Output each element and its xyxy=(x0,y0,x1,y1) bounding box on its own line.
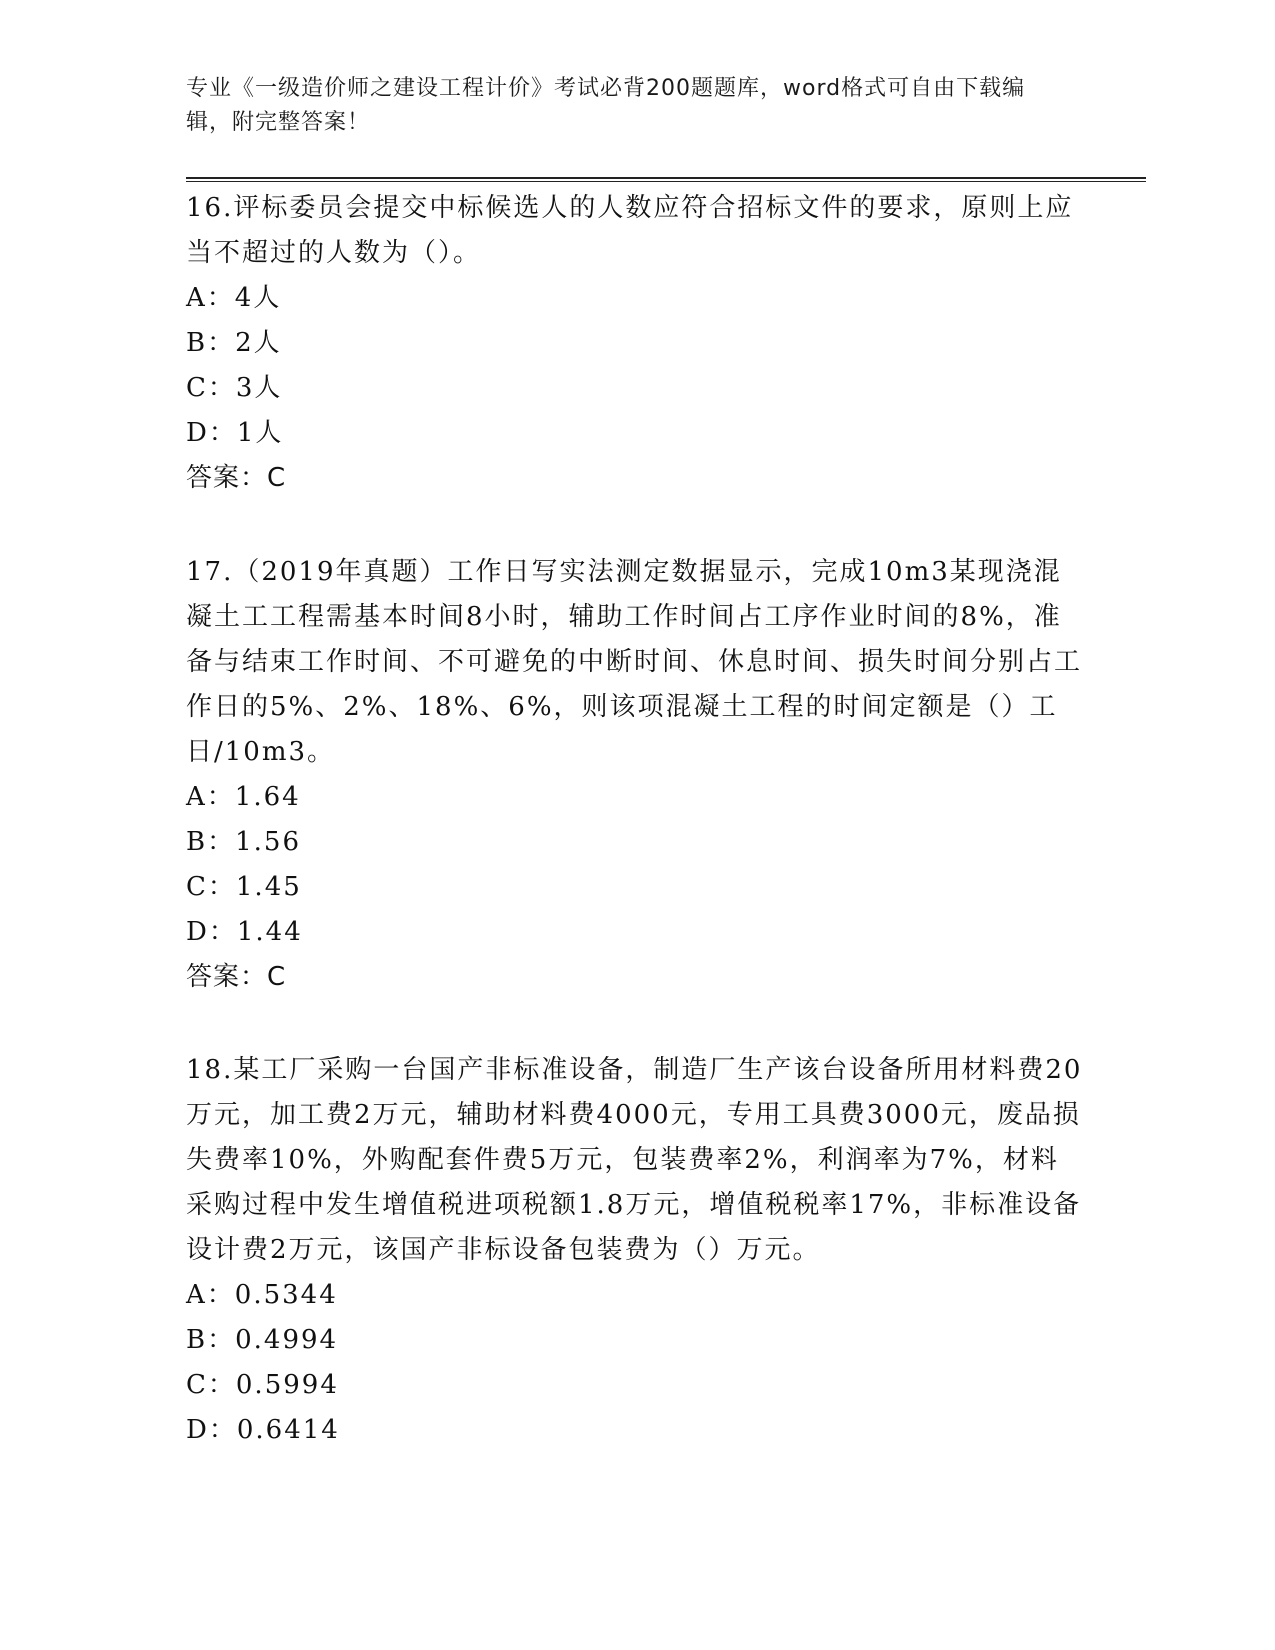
option-c: C：1.45 xyxy=(186,872,302,902)
question-stem: 17.（2019年真题）工作日写实法测定数据显示，完成10m3某现浇混凝土工工程需基本时间8小时，辅助工作时间占工序作业时间的8%，准备与结束工作时间、不可避免的中断时间、休息时间、损失时间分别占工作日的5%、2%、18%、6%，则该项混凝土工程的时间定额是（）工日/10m3。 xyxy=(186,557,1083,767)
option-a: A：4人 xyxy=(186,283,282,313)
option-b: B：0.4994 xyxy=(186,1325,339,1355)
option-b: B：1.56 xyxy=(186,827,301,857)
option-d: D：0.6414 xyxy=(186,1415,340,1445)
question-17 xyxy=(186,550,1086,1000)
option-d: D：1.44 xyxy=(186,917,303,947)
page-header: 专业《一级造价师之建设工程计价》考试必背200题题库，word格式可自由下载编辑，附完整答案！ xyxy=(186,76,1026,135)
option-b: B：2人 xyxy=(186,328,282,358)
option-c: C：3人 xyxy=(186,373,283,403)
question-stem: 16.评标委员会提交中标候选人的人数应符合招标文件的要求，原则上应当不超过的人数为（）。 xyxy=(186,193,1074,268)
answer: 答案：C xyxy=(186,962,287,992)
question-stem: 18.某工厂采购一台国产非标准设备，制造厂生产该台设备所用材料费20万元，加工费2万元，辅助材料费4000元，专用工具费3000元，废品损失费率10%，外购配套件费5万元，包装费率2%，利润率为7%，材料采购过程中发生增值税进项税额1.8万元，增值税税率17%，非标准设备设计费2万元，该国产非标设备包装费为（）万元。 xyxy=(186,1055,1083,1265)
answer: 答案：C xyxy=(186,463,287,493)
question-18 xyxy=(186,1048,1086,1453)
option-a: A：0.5344 xyxy=(186,1280,338,1310)
option-c: C：0.5994 xyxy=(186,1370,339,1400)
option-d: D：1人 xyxy=(186,418,284,448)
question-16 xyxy=(186,186,1086,501)
option-a: A：1.64 xyxy=(186,782,301,812)
header-divider xyxy=(186,177,1146,182)
